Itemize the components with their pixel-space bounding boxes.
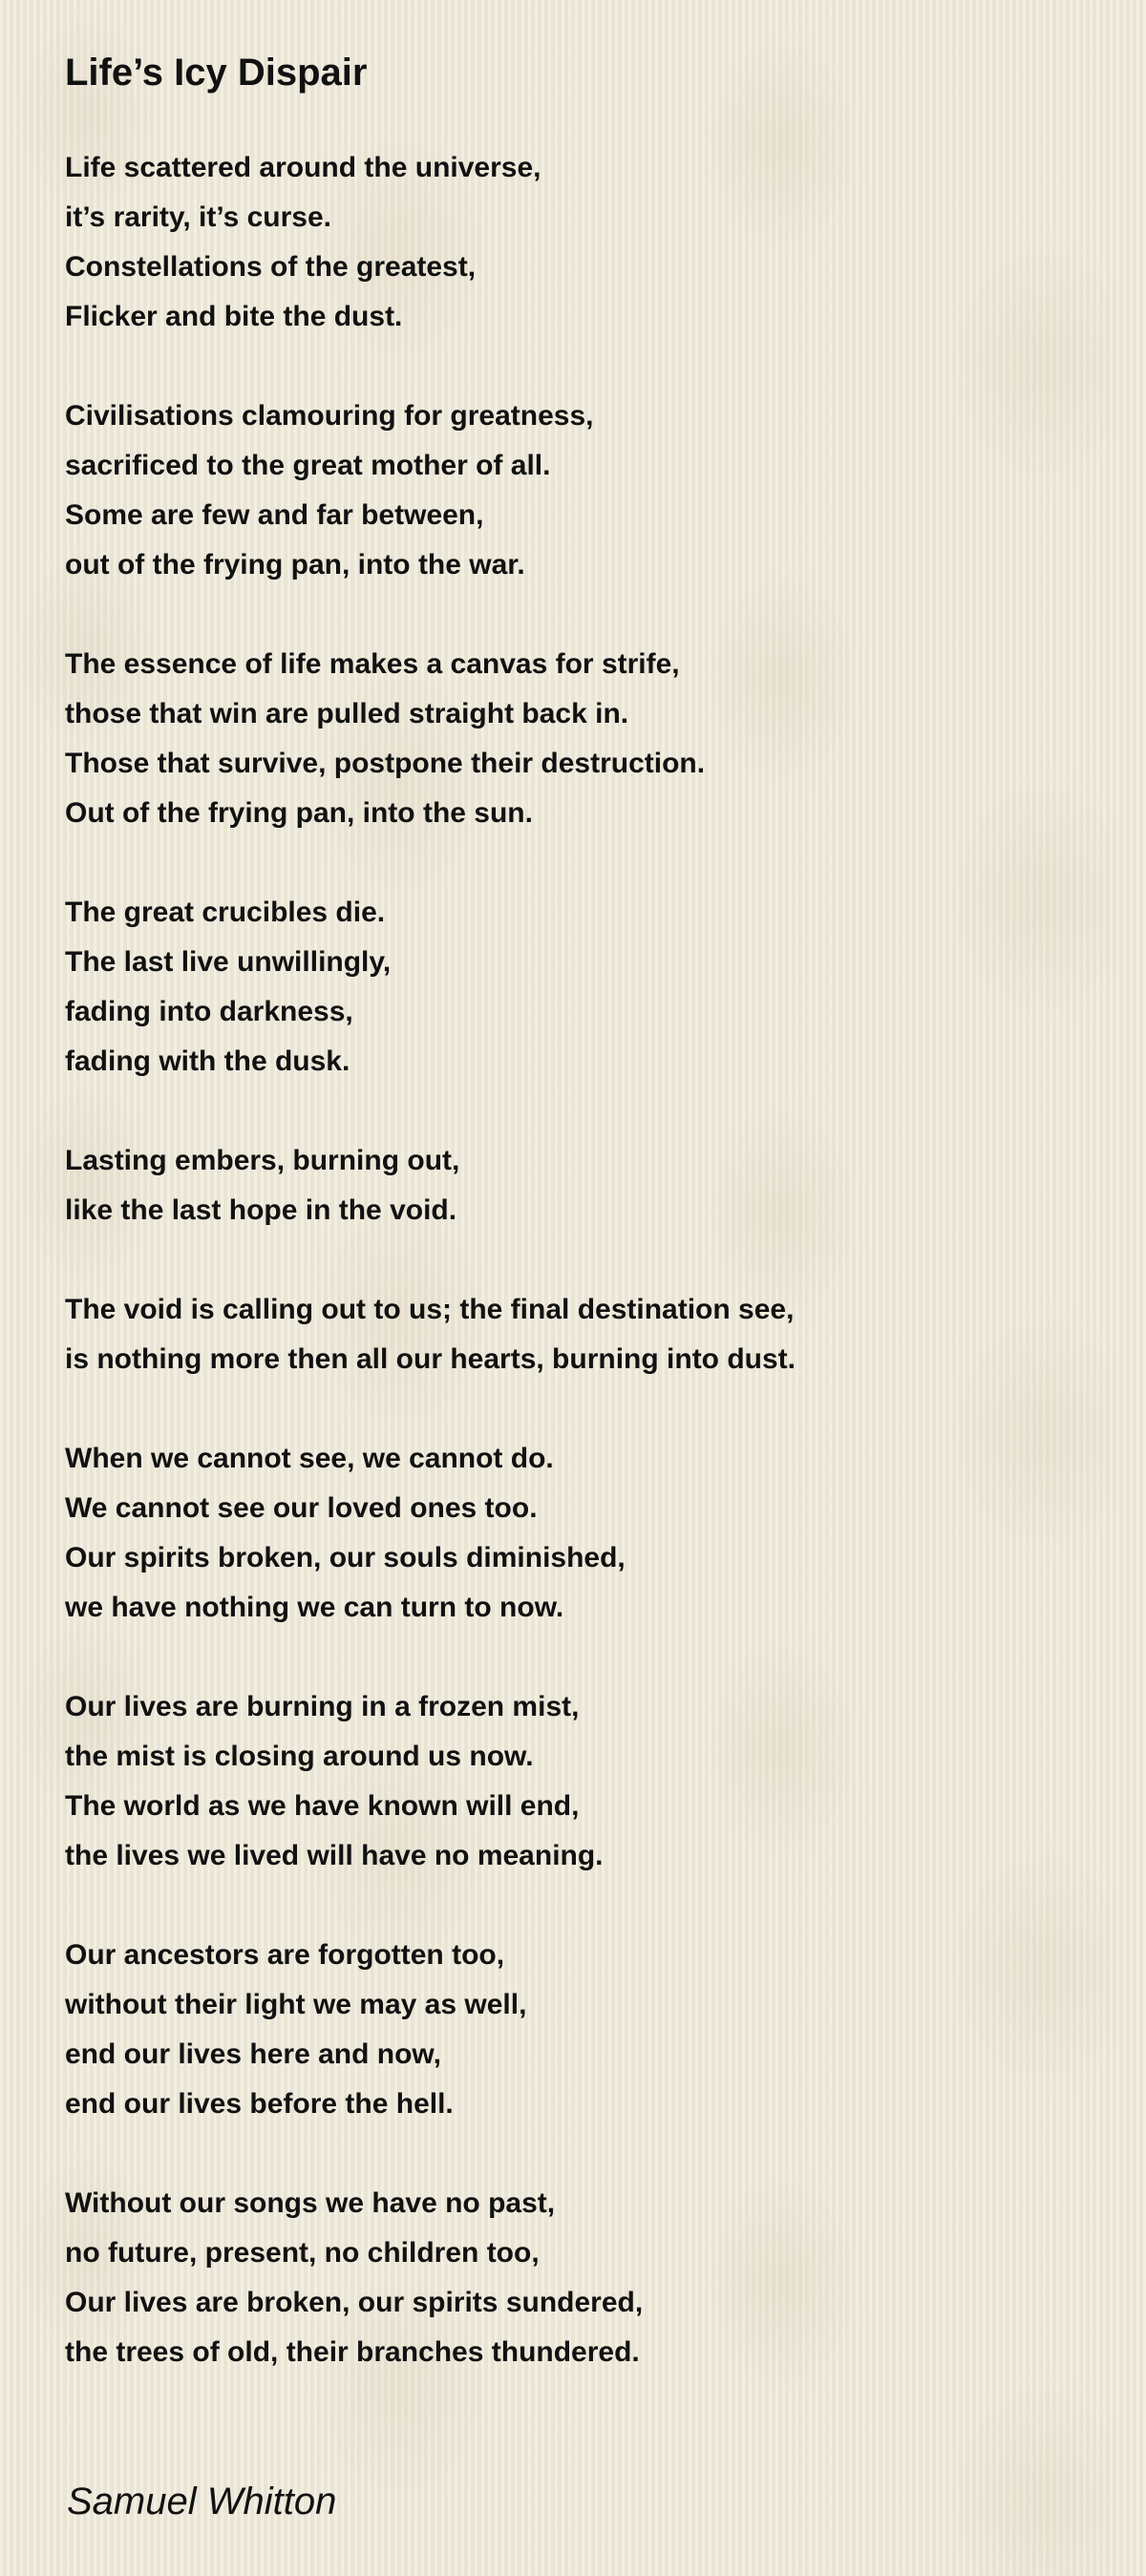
poem-line: The last live unwillingly, bbox=[65, 946, 392, 978]
stanza bbox=[65, 1931, 1096, 2129]
poem-line: without their light we may as well, bbox=[65, 1989, 527, 2020]
poem-line: Our lives are broken, our spirits sundered, bbox=[65, 2287, 644, 2318]
stanza bbox=[65, 391, 1096, 590]
poem-line: Our ancestors are forgotten too, bbox=[65, 1939, 505, 1971]
poem-line: The great crucibles die. bbox=[65, 897, 386, 928]
poem-line: The world as we have known will end, bbox=[65, 1790, 580, 1822]
poem-line: When we cannot see, we cannot do. bbox=[65, 1443, 554, 1474]
stanza bbox=[65, 640, 1096, 838]
poem-line: out of the frying pan, into the war. bbox=[65, 549, 525, 581]
stanza bbox=[65, 1434, 1096, 1633]
poem-line: Constellations of the greatest, bbox=[65, 251, 477, 283]
poem-line: Out of the frying pan, into the sun. bbox=[65, 797, 533, 829]
poem-line: Those that survive, postpone their destruction. bbox=[65, 748, 706, 779]
poem-line: those that win are pulled straight back in. bbox=[65, 698, 629, 729]
stanza bbox=[65, 1285, 1096, 1384]
poem-title: Life’s Icy Dispair bbox=[65, 52, 368, 94]
poem-line: end our lives here and now, bbox=[65, 2038, 441, 2070]
poem-author: Samuel Whitton bbox=[67, 2481, 337, 2523]
poem-line: like the last hope in the void. bbox=[65, 1194, 457, 1226]
poem-line: Lasting embers, burning out, bbox=[65, 1145, 460, 1176]
poem-line: it’s rarity, it’s curse. bbox=[65, 201, 332, 233]
poem-line: Our spirits broken, our souls diminished, bbox=[65, 1542, 626, 1573]
poem-line: fading into darkness, bbox=[65, 996, 353, 1027]
poem-line: we have nothing we can turn to now. bbox=[65, 1592, 564, 1623]
stanza bbox=[65, 1136, 1096, 1235]
poem-line: fading with the dusk. bbox=[65, 1045, 350, 1077]
poem-line: the lives we lived will have no meaning. bbox=[65, 1840, 604, 1871]
poem-line: Our lives are burning in a frozen mist, bbox=[65, 1691, 580, 1722]
stanza bbox=[65, 143, 1096, 342]
poem-body bbox=[65, 143, 1096, 2427]
poem-line: no future, present, no children too, bbox=[65, 2237, 540, 2269]
poem-line: Civilisations clamouring for greatness, bbox=[65, 400, 594, 432]
poem-line: We cannot see our loved ones too. bbox=[65, 1492, 538, 1524]
stanza bbox=[65, 2179, 1096, 2377]
poem-line: Without our songs we have no past, bbox=[65, 2187, 556, 2219]
poem-line: the mist is closing around us now. bbox=[65, 1741, 534, 1772]
poem-line: Life scattered around the universe, bbox=[65, 152, 541, 183]
poem-line: The void is calling out to us; the final destination see, bbox=[65, 1294, 795, 1325]
stanza bbox=[65, 888, 1096, 1087]
poem-line: end our lives before the hell. bbox=[65, 2088, 454, 2120]
poem-line: Flicker and bite the dust. bbox=[65, 301, 403, 332]
stanza bbox=[65, 1682, 1096, 1881]
poem-line: Some are few and far between, bbox=[65, 499, 484, 531]
poem-line: sacrificed to the great mother of all. bbox=[65, 450, 551, 481]
poem-line: The essence of life makes a canvas for strife, bbox=[65, 648, 680, 680]
poem-line: is nothing more then all our hearts, burning into dust. bbox=[65, 1343, 796, 1375]
poem-line: the trees of old, their branches thundered. bbox=[65, 2336, 640, 2368]
